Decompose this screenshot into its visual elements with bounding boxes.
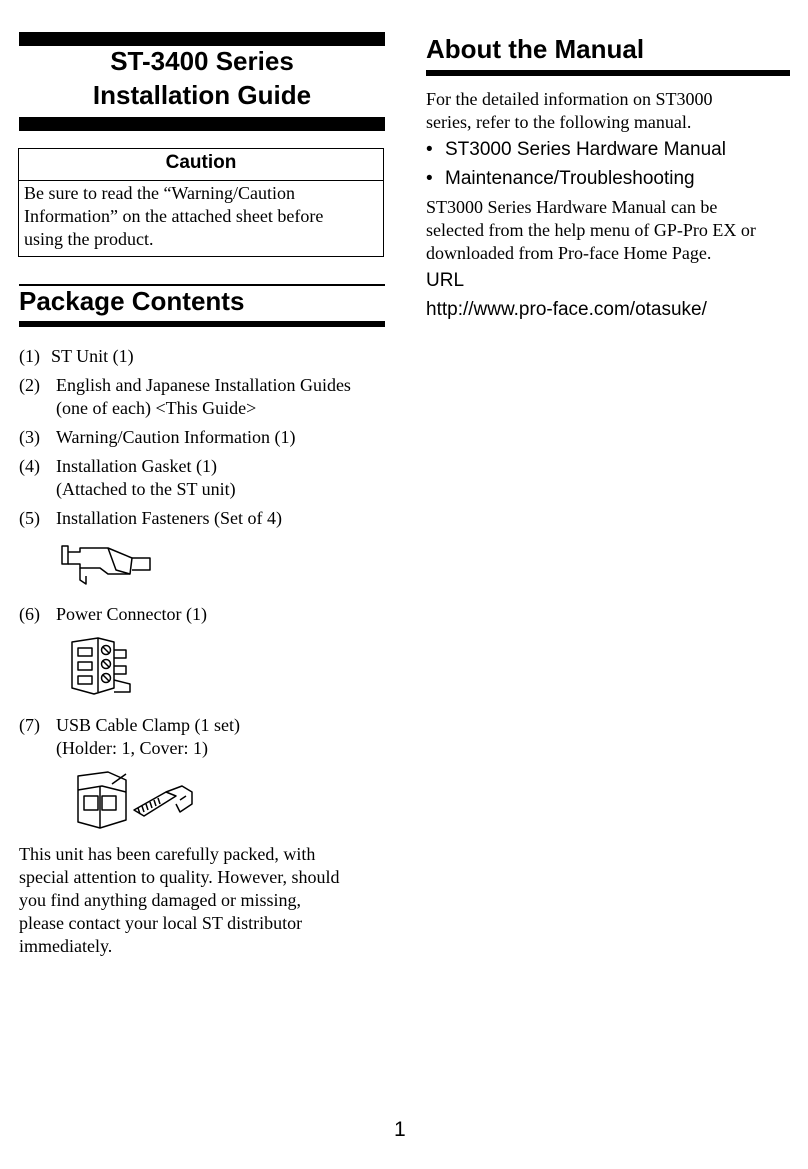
- about-body: [426, 196, 801, 265]
- url-label: URL: [426, 270, 465, 291]
- bullet-dot: •: [426, 168, 433, 189]
- body-line: downloaded from Pro-face Home Page.: [426, 243, 712, 263]
- document-title-line2: Installation Guide: [92, 80, 312, 110]
- intro-line: series, refer to the following manual.: [426, 112, 692, 132]
- caution-line: using the product.: [24, 229, 154, 249]
- note-line: immediately.: [19, 936, 113, 956]
- body-line: ST3000 Series Hardware Manual can be: [426, 197, 718, 217]
- item-number: (7): [19, 715, 40, 735]
- caution-box: [18, 148, 384, 257]
- item-text: Power Connector (1): [56, 604, 207, 624]
- item-number: (2): [19, 375, 40, 395]
- bullet-dot: •: [426, 139, 433, 160]
- item-text: ST Unit (1): [51, 346, 134, 366]
- section-rule-bottom: [19, 321, 385, 327]
- caution-line: Be sure to read the “Warning/Caution: [24, 183, 295, 203]
- fastener-illustration: [60, 540, 152, 586]
- item-number: (3): [19, 427, 40, 447]
- document-title-line1: ST-3400 Series: [110, 46, 294, 76]
- title-bar-bottom: [19, 117, 385, 131]
- about-manual-title: About the Manual: [426, 34, 645, 64]
- caution-heading: Caution: [19, 149, 383, 181]
- item-text: USB Cable Clamp (1 set): [56, 715, 240, 735]
- package-contents-title: Package Contents: [19, 286, 245, 316]
- item-text: English and Japanese Installation Guides: [56, 375, 351, 395]
- note-line: you find anything damaged or missing,: [19, 890, 301, 910]
- item-text: (Holder: 1, Cover: 1): [56, 738, 208, 758]
- about-intro: [426, 88, 796, 134]
- caution-text: [24, 182, 374, 251]
- item-number: (4): [19, 456, 40, 476]
- bullet-text: Maintenance/Troubleshooting: [445, 168, 695, 189]
- note-line: special attention to quality. However, should: [19, 867, 340, 887]
- item-text: (one of each) <This Guide>: [56, 398, 257, 418]
- item-text: Installation Fasteners (Set of 4): [56, 508, 282, 528]
- item-number: (1): [19, 346, 40, 366]
- usb-cable-clamp-illustration: [72, 770, 196, 832]
- power-connector-illustration: [68, 636, 134, 698]
- item-number: (5): [19, 508, 40, 528]
- intro-line: For the detailed information on ST3000: [426, 89, 713, 109]
- note-line: please contact your local ST distributor: [19, 913, 303, 933]
- item-number: (6): [19, 604, 40, 624]
- body-line: selected from the help menu of GP-Pro EX or: [426, 220, 756, 240]
- item-text: Installation Gasket (1): [56, 456, 217, 476]
- manual-bullet: [426, 138, 726, 162]
- note-line: This unit has been carefully packed, with: [19, 844, 316, 864]
- packing-note: [19, 843, 385, 958]
- item-text: (Attached to the ST unit): [56, 479, 236, 499]
- caution-line: Information” on the attached sheet before: [24, 206, 324, 226]
- item-text: Warning/Caution Information (1): [56, 427, 296, 447]
- manual-bullet: [426, 167, 695, 191]
- bullet-text: ST3000 Series Hardware Manual: [445, 139, 726, 160]
- url-link[interactable]: http://www.pro-face.com/otasuke/: [426, 299, 707, 320]
- about-title-rule: [426, 70, 790, 76]
- page-number: 1: [394, 1118, 406, 1141]
